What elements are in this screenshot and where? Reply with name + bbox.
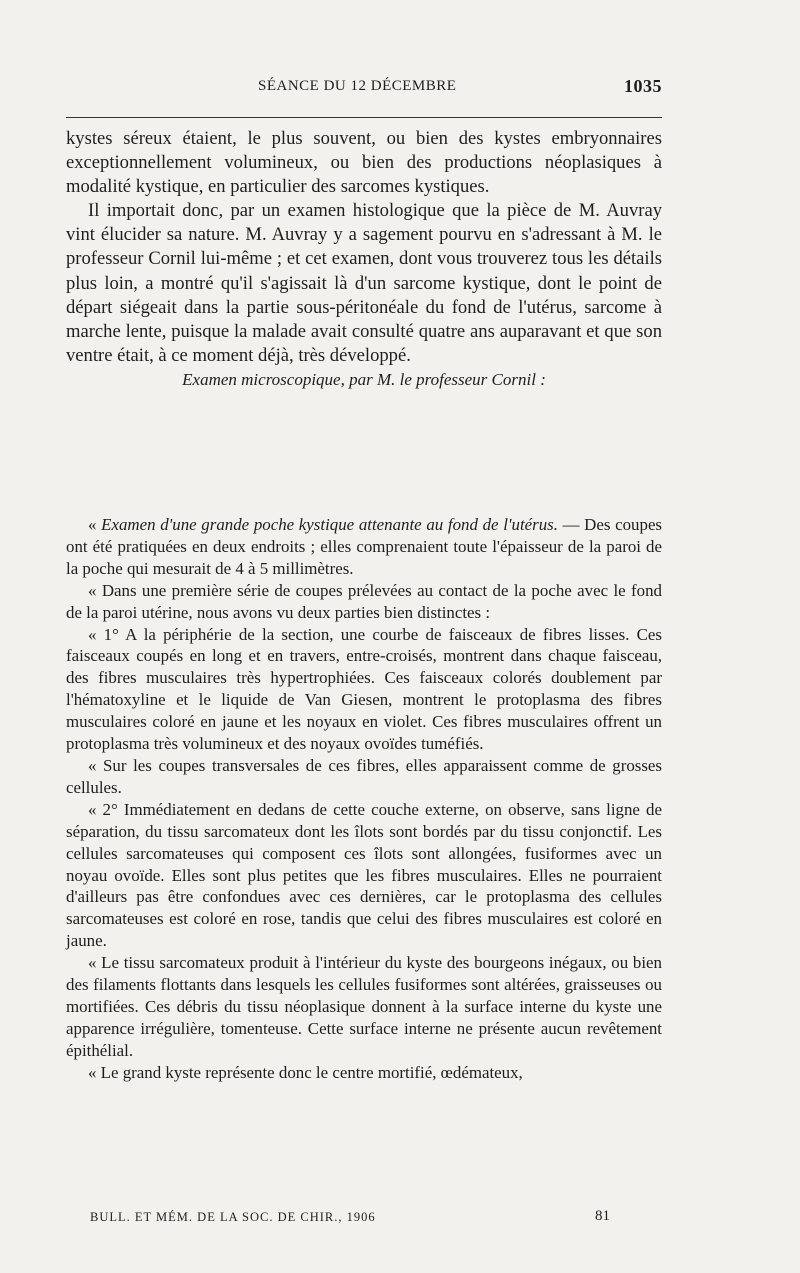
report-paragraph: « Le grand kyste représente donc le centre mortifié, œdémateux, xyxy=(88,1062,523,1082)
section-caption: Examen microscopique, par M. le professeur Cornil : xyxy=(182,369,546,389)
quote-mark: « xyxy=(88,515,102,534)
report-paragraph: « Le tissu sarcomateux produit à l'intérieur du kyste des bourgeons inégaux, ou bien des filaments flottants dans lesquels les cellules fusiformes sont altérées, graisseuses ou mortifiées. Ces débris du tissu néoplasique donnent à la surface interne du kyste une apparence irrégulière, tomenteuse. Cette surface interne ne présente aucun revêtement épithélial. xyxy=(66,953,662,1060)
running-header xyxy=(66,76,662,98)
page-number: 1035 xyxy=(624,76,662,96)
report-paragraph: « 2° Immédiatement en dedans de cette couche externe, on observe, sans ligne de séparation, du tissu sarcomateux dont les îlots sont bordés par du tissu conjonctif. Les cellules sarcomateuses qui composent ces îlots sont allongées, fusiformes avec un noyau ovoïde. Elles sont plus petites que les fibres musculaires. Elles ne pourraient d'ailleurs pas être confondues avec ces dernières, car le protoplasma des cellules sarcomateuses est coloré en rose, tandis que celui des fibres musculaires est coloré en jaune. xyxy=(66,799,662,951)
report-paragraph: « Dans une première série de coupes prélevées au contact de la poche avec le fond de la paroi utérine, nous avons vu deux parties bien distinctes : xyxy=(66,580,662,622)
signature-mark: 81 xyxy=(595,1208,610,1224)
paragraph: Il importait donc, par un examen histologique que la pièce de M. Auvray vint élucider sa nature. M. Auvray y a sagement pourvu en s'adressant à M. le professeur Cornil lui-même ; et cet examen, dont vous trouverez tous les détails plus loin, a montré qu'il s'agissait là d'un sarcome kystique, dont le point de départ siégeait dans la partie sous-péritonéale du fond de l'utérus, sarcome à marche lente, puisque la malade avait consulté quatre ans auparavant et que son ventre était, à ce moment déjà, très développé. xyxy=(66,200,662,366)
journal-reference: BULL. ET MÉM. DE LA SOC. DE CHIR., 1906 xyxy=(90,1210,376,1224)
report-text: — Des coupes ont été pratiquées en deux endroits ; elles comprenaient toute l'épaisseur de la paroi de la poche qui mesurait de 4 à 5 millimètres. xyxy=(66,515,663,578)
report-paragraph: « 1° A la périphérie de la section, une courbe de faisceaux de fibres lisses. Ces faisceaux coupés en long et en travers, entre-croisés, montrent dans chaque faisceau, des fibres musculaires très hypertrophiées. Ces faisceaux colorés doublement par l'hématoxyline et le liquide de Van Giesen, montrent le protoplasma des fibres musculaires coloré en jaune et les noyaux en violet. Ces fibres musculaires offrent un protoplasma très volumineux et des noyaux ovoïdes tuméfiés. xyxy=(66,624,662,754)
page-footer xyxy=(90,1210,610,1230)
report-paragraph xyxy=(66,514,662,580)
paragraph: kystes séreux étaient, le plus souvent, ou bien des kystes embryonnaires exceptionnellement volumineux, ou bien des productions néoplasiques à modalité kystique, en particulier des sarcomes kystiques. xyxy=(66,128,662,198)
report-title: Examen d'une grande poche kystique attenante au fond de l'utérus. xyxy=(101,515,558,534)
running-title: SÉANCE DU 12 DÉCEMBRE xyxy=(258,78,457,94)
microscopic-report xyxy=(66,514,662,1084)
header-rule xyxy=(66,117,662,118)
main-text xyxy=(66,127,662,392)
report-paragraph: « Sur les coupes transversales de ces fibres, elles apparaissent comme de grosses cellules. xyxy=(66,755,662,797)
